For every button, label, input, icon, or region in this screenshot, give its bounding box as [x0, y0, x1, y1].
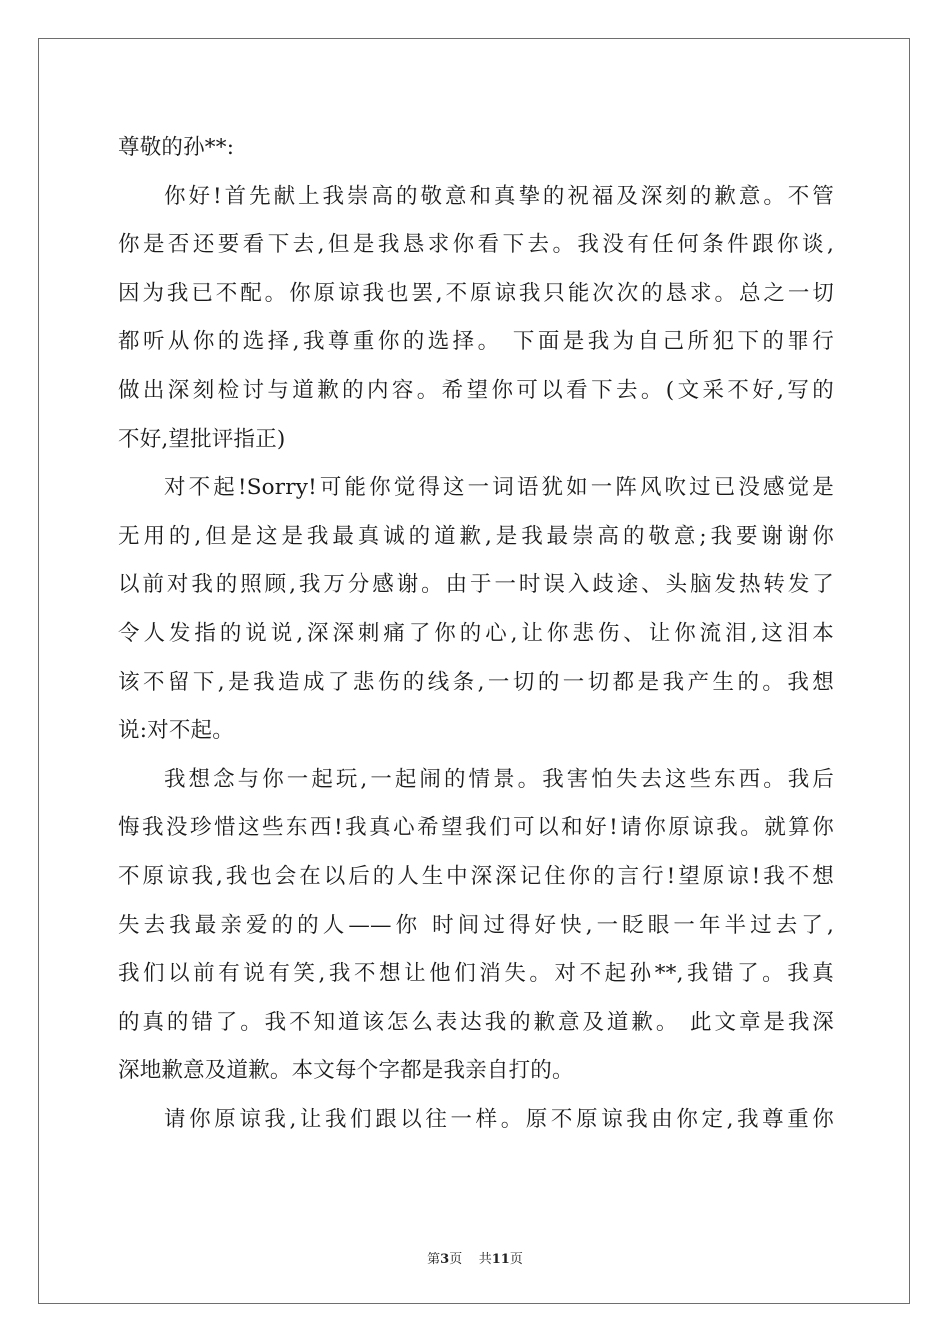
paragraph-line: 深地歉意及道歉。本文每个字都是我亲自打的。 [118, 1058, 574, 1084]
paragraph-line: 不原谅我,我也会在以后的人生中深深记住你的言行!望原谅!我不想 [118, 863, 834, 889]
paragraph-line: 悔我没珍惜这些东西!我真心希望我们可以和好!请你原谅我。就算你 [118, 815, 834, 841]
paragraph-line: 我们以前有说有笑,我不想让他们消失。对不起孙**,我错了。我真 [118, 961, 834, 987]
paragraph-line: 你好!首先献上我崇高的敬意和真挚的祝福及深刻的歉意。不管 [164, 183, 834, 209]
paragraph-line: 对不起!Sorry!可能你觉得这一词语犹如一阵风吹过已没感觉是 [164, 475, 834, 501]
paragraph-line: 的真的错了。我不知道该怎么表达我的歉意及道歉。 此文章是我深 [118, 1009, 834, 1035]
page-footer [0, 1248, 950, 1267]
paragraph-line: 你是否还要看下去,但是我恳求你看下去。我没有任何条件跟你谈, [118, 232, 834, 258]
paragraph-line: 无用的,但是这是我最真诚的道歉,是我最崇高的敬意;我要谢谢你 [118, 523, 834, 549]
page-prefix: 第 [427, 1252, 441, 1267]
paragraph-1 [118, 173, 834, 465]
paragraph-3 [118, 756, 834, 1096]
paragraph-4 [118, 1096, 834, 1145]
paragraph-line: 都听从你的选择,我尊重你的选择。 下面是我为自己所犯下的罪行 [118, 329, 834, 355]
paragraph-line: 请你原谅我,让我们跟以往一样。原不原谅我由你定,我尊重你 [164, 1106, 834, 1132]
paragraph-line: 令人发指的说说,深深刺痛了你的心,让你悲伤、让你流泪,这泪本 [118, 620, 834, 646]
paragraph-line: 做出深刻检讨与道歉的内容。希望你可以看下去。(文采不好,写的 [118, 377, 834, 403]
paragraph-line: 以前对我的照顾,我万分感谢。由于一时误入歧途、头脑发热转发了 [118, 572, 834, 598]
paragraph-line: 说:对不起。 [118, 718, 234, 744]
document-body [118, 124, 834, 1144]
page-suffix: 页 [449, 1252, 463, 1267]
paragraph-line: 不好,望批评指正) [118, 426, 286, 452]
total-prefix: 共 [478, 1252, 492, 1267]
paragraph-line: 该不留下,是我造成了悲伤的线条,一切的一切都是我产生的。我想 [118, 669, 834, 695]
page-number: 3 [440, 1252, 450, 1267]
salutation: 尊敬的孙**: [118, 135, 235, 160]
paragraph-line: 因为我已不配。你原谅我也罢,不原谅我只能次次的恳求。总之一切 [118, 280, 834, 306]
paragraph-line: 我想念与你一起玩,一起闹的情景。我害怕失去这些东西。我后 [164, 766, 834, 792]
paragraph-2 [118, 464, 834, 756]
paragraph-line: 失去我最亲爱的的人——你 时间过得好快,一眨眼一年半过去了, [118, 912, 834, 938]
total-pages: 11 [491, 1252, 510, 1267]
total-suffix: 页 [509, 1252, 523, 1267]
